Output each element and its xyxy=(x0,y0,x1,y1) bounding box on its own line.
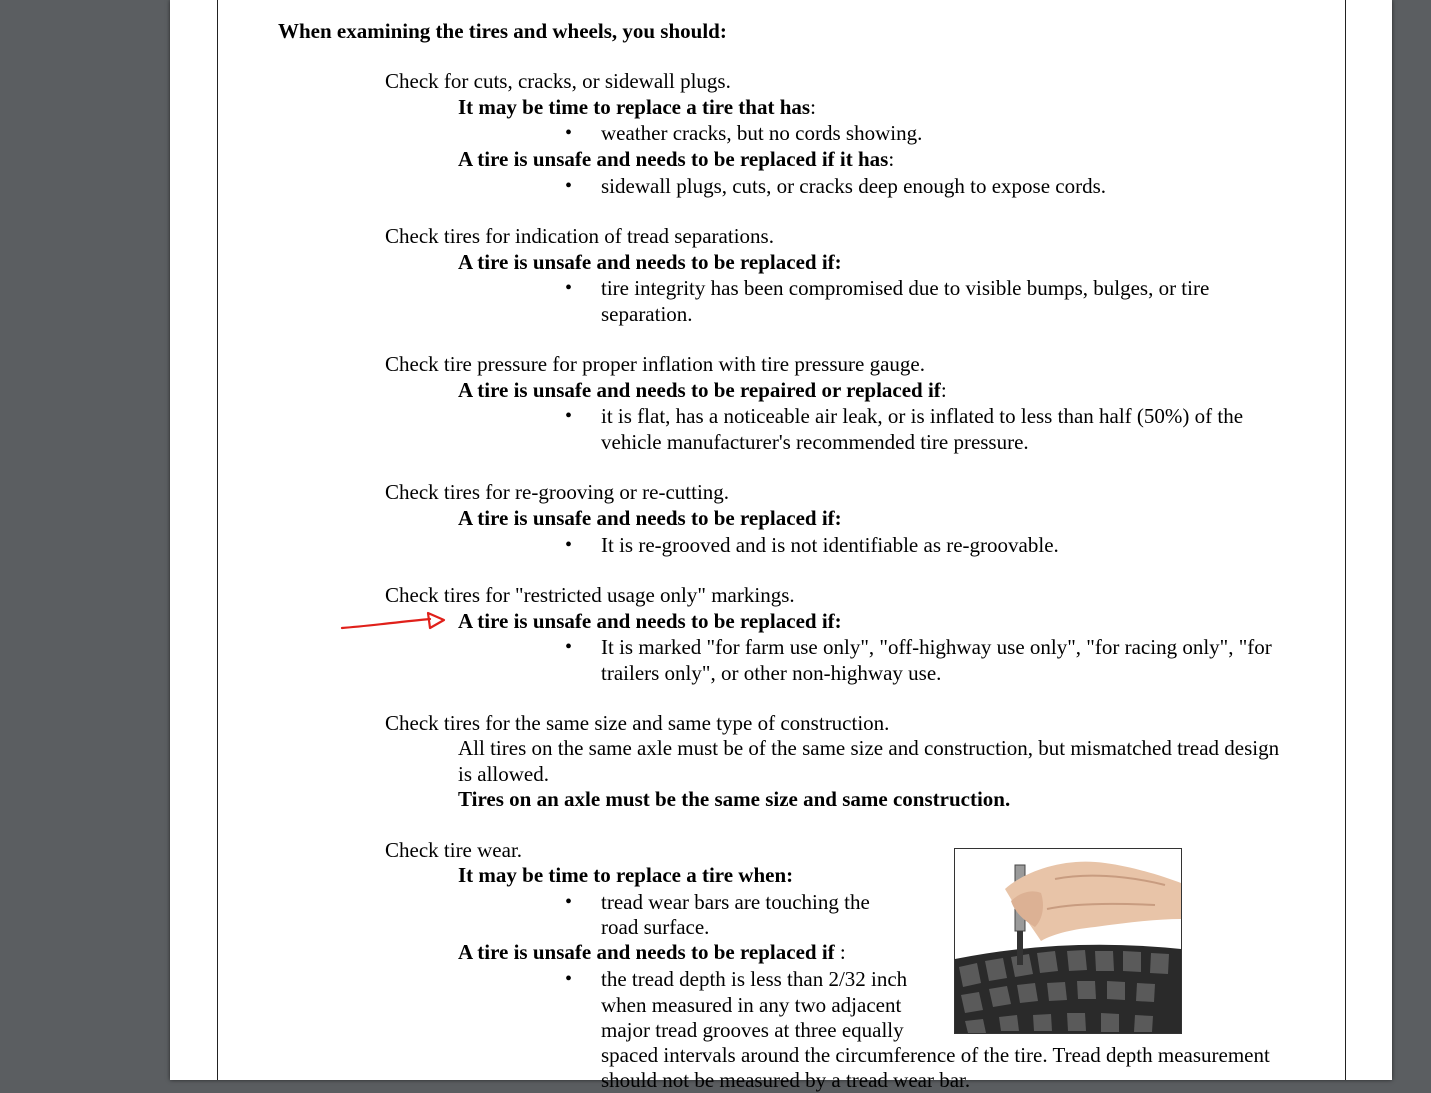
bullet-marker: • xyxy=(565,175,573,197)
page-border-right xyxy=(1345,0,1346,1080)
axle-rule-text-cont: is allowed. xyxy=(458,762,549,786)
bullet-marker: • xyxy=(565,636,573,658)
tire-tread-gauge-image xyxy=(954,848,1182,1034)
bullet-text-cont: road surface. xyxy=(601,915,710,939)
bullet-marker: • xyxy=(565,891,573,913)
bullet-text-cont: spaced intervals around the circumference of the tire. Tread depth measurement xyxy=(601,1043,1270,1067)
unsafe-subheading: A tire is unsafe and needs to be replaced if : xyxy=(458,940,846,964)
unsafe-subheading: A tire is unsafe and needs to be repaired or replaced if: xyxy=(458,378,947,402)
unsafe-subheading: A tire is unsafe and needs to be replaced if: xyxy=(458,506,842,530)
bullet-text: weather cracks, but no cords showing. xyxy=(601,121,923,145)
bullet-text-cont: should not be measured by a tread wear bar. xyxy=(601,1068,971,1092)
check-cuts-cracks: Check for cuts, cracks, or sidewall plugs. xyxy=(385,69,731,93)
check-tread-separation: Check tires for indication of tread separations. xyxy=(385,224,774,248)
unsafe-subheading: A tire is unsafe and needs to be replaced if it has: xyxy=(458,147,895,171)
check-restricted-usage: Check tires for "restricted usage only" markings. xyxy=(385,583,795,607)
viewer-background-left xyxy=(0,0,170,1080)
bullet-text-cont: separation. xyxy=(601,302,693,326)
page-border-left xyxy=(217,0,218,1080)
bullet-text-cont: when measured in any two adjacent xyxy=(601,993,902,1017)
bullet-marker: • xyxy=(565,534,573,556)
replace-subheading: It may be time to replace a tire that has: xyxy=(458,95,816,119)
check-tire-wear: Check tire wear. xyxy=(385,838,523,862)
bullet-text-cont: trailers only", or other non-highway use. xyxy=(601,661,942,685)
check-regrooving: Check tires for re-grooving or re-cutting. xyxy=(385,480,730,504)
bullet-text: It is marked "for farm use only", "off-highway use only", "for racing only", "for xyxy=(601,635,1272,659)
unsafe-subheading: A tire is unsafe and needs to be replaced if: xyxy=(458,609,842,633)
bullet-text: It is re-grooved and is not identifiable as re-groovable. xyxy=(601,533,1059,557)
unsafe-subheading: A tire is unsafe and needs to be replaced if: xyxy=(458,250,842,274)
check-tire-pressure: Check tire pressure for proper inflation with tire pressure gauge. xyxy=(385,352,925,376)
red-arrow-annotation-icon xyxy=(338,608,448,634)
bullet-marker: • xyxy=(565,277,573,299)
bullet-marker: • xyxy=(565,122,573,144)
bullet-text: the tread depth is less than 2/32 inch xyxy=(601,967,908,991)
tire-tread-gauge-photo-icon xyxy=(955,849,1181,1033)
bullet-marker: • xyxy=(565,405,573,427)
bullet-marker: • xyxy=(565,968,573,990)
section-heading: When examining the tires and wheels, you should: xyxy=(278,19,727,43)
viewer-background-right xyxy=(1391,0,1431,1080)
bullet-text: sidewall plugs, cuts, or cracks deep enough to expose cords. xyxy=(601,174,1107,198)
check-same-size: Check tires for the same size and same type of construction. xyxy=(385,711,890,735)
bullet-text: it is flat, has a noticeable air leak, or is inflated to less than half (50%) of the xyxy=(601,404,1244,428)
bullet-text-cont: major tread grooves at three equally xyxy=(601,1018,904,1042)
bullet-text-cont: vehicle manufacturer's recommended tire pressure. xyxy=(601,430,1029,454)
axle-rule-bold: Tires on an axle must be the same size and same construction. xyxy=(458,787,1011,811)
bullet-text: tire integrity has been compromised due to visible bumps, bulges, or tire xyxy=(601,276,1210,300)
replace-subheading: It may be time to replace a tire when: xyxy=(458,863,794,887)
axle-rule-text: All tires on the same axle must be of the same size and construction, but mismatched tread design xyxy=(458,736,1280,760)
bullet-text: tread wear bars are touching the xyxy=(601,890,870,914)
